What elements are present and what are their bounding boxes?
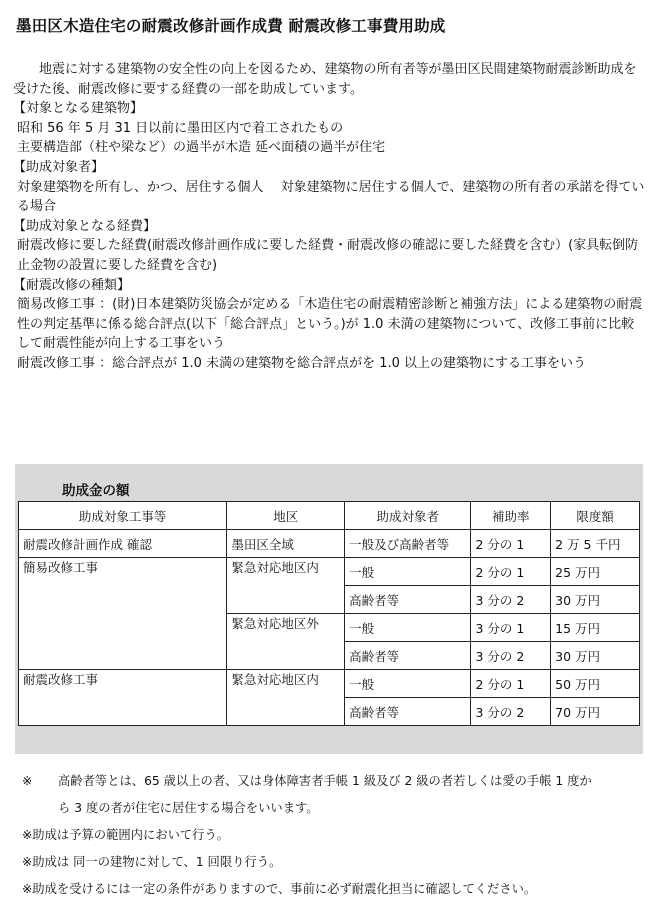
cell-person: 高齢者等 — [345, 698, 471, 726]
note-conditions: ※助成を受けるには一定の条件がありますので、事前に必ず耐震化担当に確認してください。 — [22, 882, 537, 896]
table-row — [19, 530, 640, 558]
cell-rate: 2 分の 1 — [471, 670, 551, 698]
table-header-row — [19, 502, 640, 530]
target-person-heading: 【助成対象者】 — [13, 159, 105, 175]
target-building-line-2: 主要構造部（柱や梁など）の過半が木造 延べ面積の過半が住宅 — [17, 140, 386, 156]
cell-limit: 2 万 5 千円 — [551, 530, 640, 558]
cell-rate: 3 分の 1 — [471, 614, 551, 642]
cell-rate: 3 分の 2 — [471, 642, 551, 670]
target-cost-heading: 【助成対象となる経費】 — [13, 218, 157, 234]
grant-amount-title: 助成金の額 — [62, 483, 130, 499]
cell-limit: 30 万円 — [551, 642, 640, 670]
types-heading: 【耐震改修の種類】 — [13, 277, 131, 293]
grant-table — [18, 501, 640, 726]
target-building-heading: 【対象となる建築物】 — [13, 101, 144, 117]
note-budget: ※助成は予算の範囲内において行う。 — [22, 828, 230, 842]
cell-work: 簡易改修工事 — [19, 558, 227, 670]
note-elderly-line-2: ら 3 度の者が住宅に居住する場合をいいます。 — [58, 801, 319, 815]
header-work: 助成対象工事等 — [19, 502, 227, 530]
note-mark: ※ — [22, 774, 33, 788]
cell-limit: 70 万円 — [551, 698, 640, 726]
cell-limit: 50 万円 — [551, 670, 640, 698]
cell-rate: 3 分の 2 — [471, 586, 551, 614]
header-rate: 補助率 — [471, 502, 551, 530]
cell-person: 一般 — [345, 670, 471, 698]
header-area: 地区 — [227, 502, 345, 530]
cell-limit: 25 万円 — [551, 558, 640, 586]
table-row — [19, 558, 640, 586]
page-title: 墨田区木造住宅の耐震改修計画作成費 耐震改修工事費用助成 — [16, 17, 446, 35]
cell-limit: 15 万円 — [551, 614, 640, 642]
cell-rate: 2 分の 1 — [471, 558, 551, 586]
cell-work: 耐震改修工事 — [19, 670, 227, 726]
target-building-line-1: 昭和 56 年 5 月 31 日以前に墨田区内で着工されたもの — [17, 120, 344, 136]
document-body — [13, 60, 645, 374]
header-person: 助成対象者 — [345, 502, 471, 530]
cell-rate: 3 分の 2 — [471, 698, 551, 726]
cell-person: 一般 — [345, 614, 471, 642]
simple-retrofit-description: 簡易改修工事 ：(財)日本建築防災協会が定める「木造住宅の耐震精密診断と補強方法」による建築物の耐震性の判定基準に係る総合評点(以下「総合評点」という。)が 1.0 未満の建築物について、改修工事前に比較して耐震性能が向上する工事をいう — [17, 297, 643, 352]
note-elderly-line-1: 高齢者等とは、65 歳以上の者、又は身体障害者手帳 1 級及び 2 級の者若しくは愛の手帳 1 度か — [58, 774, 592, 788]
cell-person: 一般及び高齢者等 — [345, 530, 471, 558]
notes-section — [22, 768, 642, 903]
note-elderly — [22, 768, 642, 795]
cell-area: 緊急対応地区外 — [227, 614, 345, 670]
cell-work: 耐震改修計画作成 確認 — [19, 530, 227, 558]
cell-area: 緊急対応地区内 — [227, 670, 345, 726]
cell-rate: 2 分の 1 — [471, 530, 551, 558]
cell-area: 緊急対応地区内 — [227, 558, 345, 614]
intro-paragraph: 地震に対する建築物の安全性の向上を図るため、建築物の所有者等が墨田区民間建築物耐震診断助成を受けた後、耐震改修に要する経費の一部を助成しています。 — [13, 62, 637, 97]
full-retrofit-description: 耐震改修工事 ：総合評点が 1.0 未満の建築物を総合評点がを 1.0 以上の建築物にする工事をいう — [17, 355, 587, 371]
cell-person: 一般 — [345, 558, 471, 586]
target-cost-text: 耐震改修に要した経費(耐震改修計画作成に要した経費・耐震改修の確認に要した経費を含む）(家具転倒防止金物の設置に要した経費を含む) — [17, 238, 639, 273]
cell-limit: 30 万円 — [551, 586, 640, 614]
target-person-text: 対象建築物を所有し、かつ、居住する個人 対象建築物に居住する個人で、建築物の所有者の承諾を得ている場合 — [17, 179, 645, 215]
cell-person: 高齢者等 — [345, 586, 471, 614]
cell-area: 墨田区全域 — [227, 530, 345, 558]
header-limit: 限度額 — [551, 502, 640, 530]
cell-person: 高齢者等 — [345, 642, 471, 670]
note-once: ※助成は 同一の建物に対して、1 回限り行う。 — [22, 855, 282, 869]
table-row — [19, 670, 640, 698]
